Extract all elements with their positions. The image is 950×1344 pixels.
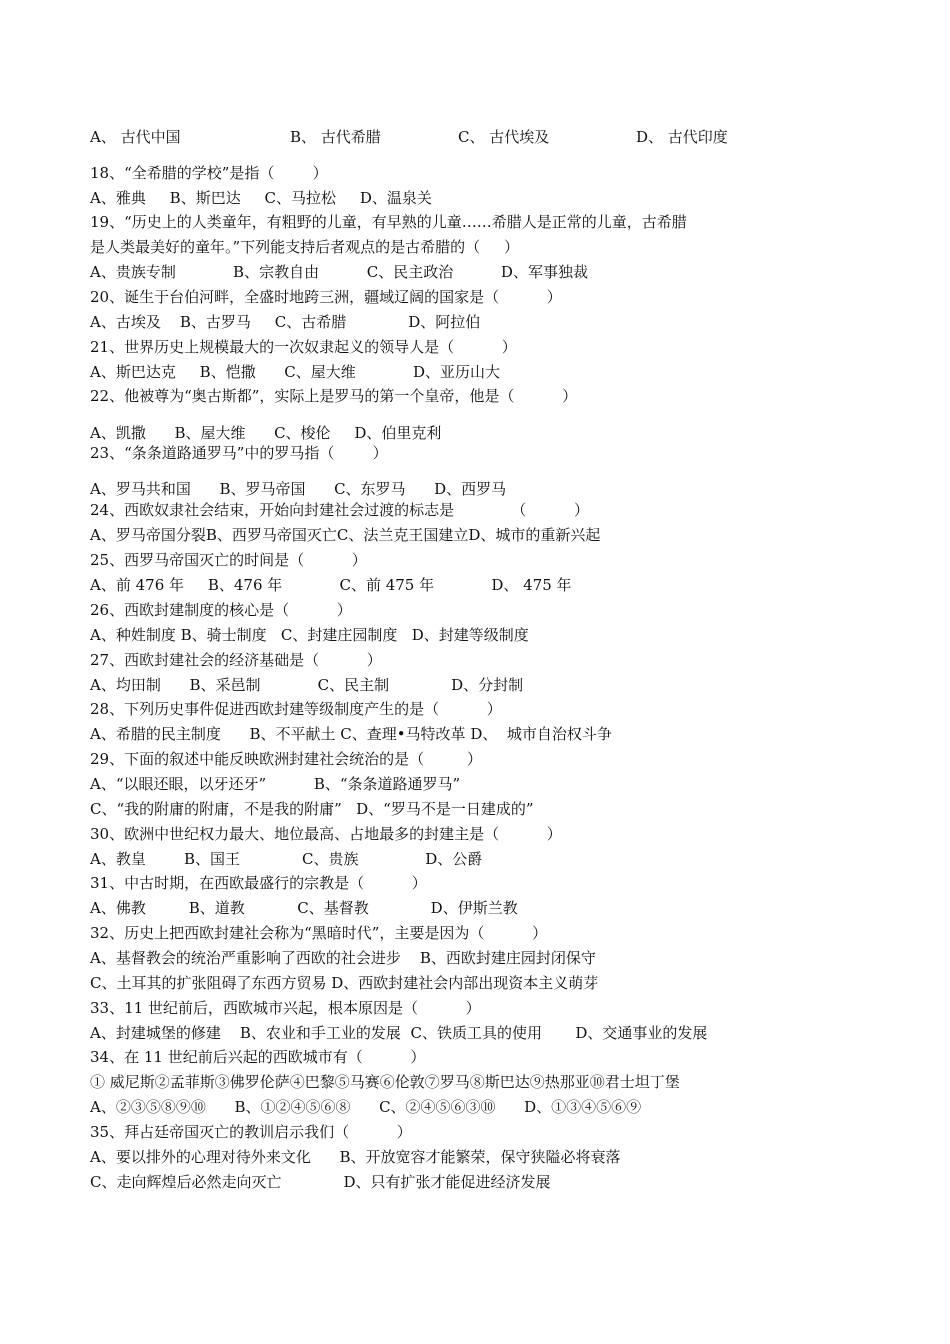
question-19: 19、“历史上的人类童年，有粗野的儿童，有早熟的儿童……希腊人是正常的儿童，古希腊 [90, 213, 687, 231]
question-30-options: A、教皇 B、国王 C、贵族 D、公爵 [90, 850, 483, 868]
question-31-options: A、佛教 B、道教 C、基督教 D、伊斯兰教 [90, 899, 518, 917]
question-26: 26、西欧封建制度的核心是（ ） [90, 601, 352, 619]
question-25-options: A、前 476 年 B、476 年 C、前 475 年 D、 475 年 [90, 576, 572, 594]
question-23-options: A、罗马共和国 B、罗马帝国 C、东罗马 D、西罗马 [90, 480, 507, 498]
question-28: 28、下列历史事件促进西欧封建等级制度产生的是（ ） [90, 700, 502, 718]
question-25: 25、西罗马帝国灭亡的时间是（ ） [90, 551, 367, 569]
question-27: 27、西欧封建社会的经济基础是（ ） [90, 651, 382, 669]
question-19-options: A、贵族专制 B、宗教自由 C、民主政治 D、军事独裁 [90, 263, 588, 281]
question-32-options-ab: A、基督教会的统治严重影响了西欧的社会进步 B、西欧封建庄园封闭保守 [90, 949, 596, 967]
question-20: 20、诞生于台伯河畔，全盛时地跨三洲，疆域辽阔的国家是（ ） [90, 288, 562, 306]
question-30: 30、欧洲中世纪权力最大、地位最高、占地最多的封建主是（ ） [90, 825, 562, 843]
question-31: 31、中古时期，在西欧最盛行的宗教是（ ） [90, 874, 427, 892]
question-33-options: A、封建城堡的修建 B、农业和手工业的发展 C、铁质工具的使用 D、交通事业的发展 [90, 1024, 708, 1042]
option-a: A、 古代中国 [90, 128, 181, 146]
question-21-options: A、斯巴达克 B、恺撒 C、屋大维 D、亚历山大 [90, 363, 501, 381]
question-32: 32、历史上把西欧封建社会称为“黑暗时代”，主要是因为（ ） [90, 924, 548, 942]
option-b: B、 古代希腊 [290, 128, 381, 146]
question-18: 18、“全希腊的学校”是指（ ） [90, 164, 328, 182]
question-29-options-ab: A、“以眼还眼，以牙还牙” B、“条条道路通罗马” [90, 775, 461, 793]
option-c: C、 古代埃及 [458, 128, 550, 146]
question-28-options: A、希腊的民主制度 B、不平献土 C、查理•马特改革 D、 城市自治权斗争 [90, 725, 612, 743]
question-34: 34、在 11 世纪前后兴起的西欧城市有（ ） [90, 1048, 426, 1066]
question-22: 22、他被尊为“奥古斯都”，实际上是罗马的第一个皇帝，他是（ ） [90, 387, 578, 405]
question-27-options: A、均田制 B、采邑制 C、民主制 D、分封制 [90, 676, 524, 694]
question-35: 35、拜占廷帝国灭亡的教训启示我们（ ） [90, 1123, 412, 1141]
question-26-options: A、种姓制度 B、骑士制度 C、封建庄园制度 D、封建等级制度 [90, 626, 529, 644]
question-24-options: A、罗马帝国分裂B、西罗马帝国灭亡C、法兰克王国建立D、城市的重新兴起 [90, 526, 601, 544]
question-23: 23、“条条道路通罗马”中的罗马指（ ） [90, 444, 388, 462]
question-20-options: A、古埃及 B、古罗马 C、古希腊 D、阿拉伯 [90, 313, 481, 331]
question-35-options-cd: C、走向辉煌后必然走向灭亡 D、只有扩张才能促进经济发展 [90, 1173, 551, 1191]
question-24: 24、西欧奴隶社会结束，开始向封建社会过渡的标志是 （ ） [90, 501, 589, 519]
question-32-options-cd: C、土耳其的扩张阻碍了东西方贸易 D、西欧封建社会内部出现资本主义萌芽 [90, 974, 599, 992]
question-34-options: A、②③⑤⑧⑨⑩ B、①②④⑤⑥⑧ C、②④⑤⑥③⑩ D、①③④⑤⑥⑨ [90, 1098, 642, 1116]
question-29-options-cd: C、“我的附庸的附庸，不是我的附庸” D、“罗马不是一日建成的” [90, 800, 534, 818]
question-34-city-list: ① 威尼斯②孟菲斯③佛罗伦萨④巴黎⑤马赛⑥伦敦⑦罗马⑧斯巴达⑨热那亚⑩君士坦丁堡 [90, 1073, 680, 1091]
question-18-options: A、雅典 B、斯巴达 C、马拉松 D、温泉关 [90, 189, 432, 207]
question-29: 29、下面的叙述中能反映欧洲封建社会统治的是（ ） [90, 750, 483, 768]
question-22-options: A、凯撒 B、屋大维 C、梭伦 D、伯里克利 [90, 424, 442, 442]
question-19-cont: 是人类最美好的童年。”下列能支持后者观点的是古希腊的（ ） [90, 238, 520, 256]
question-35-options-ab: A、要以排外的心理对待外来文化 B、开放宽容才能繁荣，保守狭隘必将衰落 [90, 1148, 621, 1166]
question-33: 33、11 世纪前后，西欧城市兴起，根本原因是（ ） [90, 999, 481, 1017]
option-d: D、 古代印度 [636, 128, 728, 146]
question-21: 21、世界历史上规模最大的一次奴隶起义的领导人是（ ） [90, 338, 517, 356]
